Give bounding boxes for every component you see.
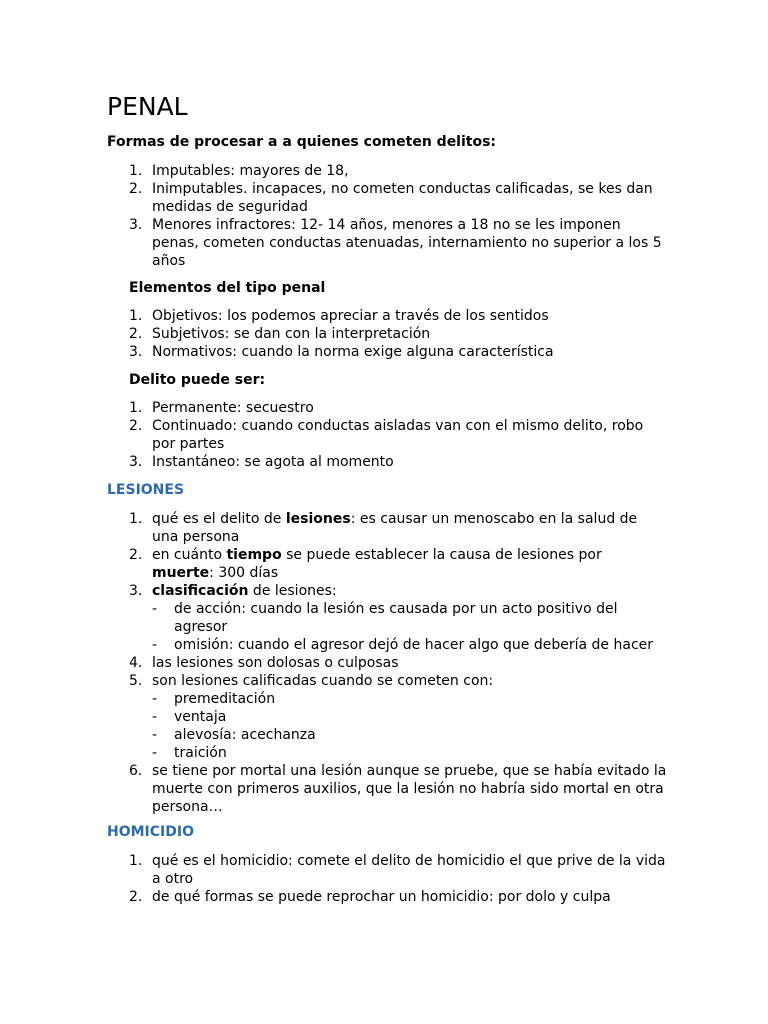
list-number: 2. (129, 889, 143, 905)
elementos-section (107, 279, 667, 361)
lesiones-heading: LESIONES (107, 482, 185, 498)
list-item-text: Permanente: secuestro (152, 400, 314, 416)
list-item (107, 654, 667, 672)
text-run: de lesiones: (248, 583, 337, 599)
formas-heading: Formas de procesar a a quienes cometen delitos: (107, 134, 497, 150)
text-run: : es causar un menoscabo en la salud de una persona (152, 511, 638, 545)
delito-list (107, 399, 667, 471)
list-item (107, 762, 667, 816)
bold-term: tiempo (226, 547, 282, 563)
list-number: 5. (129, 673, 143, 689)
list-number: 1. (129, 511, 143, 527)
list-item (107, 180, 667, 216)
list-item (107, 510, 667, 546)
sub-list-item (152, 744, 667, 762)
list-item (107, 417, 667, 453)
text-run: qué es el delito de (152, 511, 286, 527)
sub-item-text: ventaja (174, 709, 227, 725)
text-run: : 300 días (209, 565, 279, 581)
list-item (107, 325, 667, 343)
list-item-text: las lesiones son dolosas o culposas (152, 655, 399, 671)
sub-list (152, 600, 667, 654)
list-number: 1. (129, 163, 143, 179)
list-item-text: Inimputables. incapaces, no cometen conductas calificadas, se kes dan medidas de seguridad (152, 181, 653, 215)
list-item-text: de qué formas se puede reprochar un homicidio: por dolo y culpa (152, 889, 611, 905)
list-number: 3. (129, 583, 143, 599)
sub-list-item (152, 600, 667, 636)
lesiones-list (107, 510, 667, 816)
list-item (107, 672, 667, 762)
bold-term: clasificación (152, 583, 249, 599)
dash-bullet: - (152, 601, 158, 617)
delito-section (107, 371, 667, 471)
sub-list-item (152, 636, 667, 654)
list-number: 1. (129, 400, 143, 416)
sub-item-text: traición (174, 745, 227, 761)
text-run: en cuánto (152, 547, 227, 563)
list-number: 3. (129, 344, 143, 360)
text-run: se puede establecer la causa de lesiones por (281, 547, 602, 563)
dash-bullet: - (152, 727, 158, 743)
formas-list (107, 162, 667, 270)
elementos-list (107, 307, 667, 361)
sub-list-item (152, 690, 667, 708)
lesiones-section (107, 481, 667, 816)
list-item-text (152, 511, 637, 545)
list-item (107, 888, 667, 906)
list-item-text: son lesiones calificadas cuando se cometen con: (152, 673, 494, 689)
list-number: 1. (129, 853, 143, 869)
list-number: 1. (129, 308, 143, 324)
list-number: 2. (129, 181, 143, 197)
list-number: 4. (129, 655, 143, 671)
homicidio-list (107, 852, 667, 906)
list-number: 6. (129, 763, 143, 779)
list-item (107, 162, 667, 180)
list-item (107, 307, 667, 325)
dash-bullet: - (152, 691, 158, 707)
list-item (107, 343, 667, 361)
list-item-text: Imputables: mayores de 18, (152, 163, 349, 179)
list-item (107, 453, 667, 471)
list-item-text (152, 547, 602, 581)
sub-item-text: premeditación (174, 691, 276, 707)
list-item (107, 582, 667, 654)
bold-term: lesiones (285, 511, 351, 527)
sub-item-text: de acción: cuando la lesión es causada por un acto positivo del agresor (174, 601, 618, 635)
list-item-text: se tiene por mortal una lesión aunque se pruebe, que se había evitado la muerte con primeros auxilios, que la lesión no habría sido mortal en otra persona… (152, 763, 667, 815)
list-item (107, 399, 667, 417)
list-number: 2. (129, 547, 143, 563)
list-item (107, 546, 667, 582)
sub-item-text: omisión: cuando el agresor dejó de hacer algo que debería de hacer (174, 637, 654, 653)
list-item-text: Continuado: cuando conductas aisladas van con el mismo delito, robo por partes (152, 418, 644, 452)
sub-list (152, 690, 667, 762)
elementos-heading: Elementos del tipo penal (129, 280, 326, 296)
dash-bullet: - (152, 709, 158, 725)
document-title: PENAL (107, 92, 188, 121)
list-item-text: Menores infractores: 12- 14 años, menores a 18 no se les imponen penas, cometen conductas atenuadas, internamiento no superior a los 5 años (152, 217, 662, 269)
list-item-text: qué es el homicidio: comete el delito de homicidio el que prive de la vida a otro (152, 853, 666, 887)
sub-item-text: alevosía: acechanza (174, 727, 316, 743)
list-item-text: Instantáneo: se agota al momento (152, 454, 394, 470)
homicidio-section (107, 823, 667, 906)
delito-heading: Delito puede ser: (129, 372, 266, 388)
bold-term: muerte (152, 565, 210, 581)
list-item-text: Normativos: cuando la norma exige alguna característica (152, 344, 554, 360)
formas-section (107, 133, 667, 270)
list-number: 3. (129, 454, 143, 470)
list-item-text: Subjetivos: se dan con la interpretación (152, 326, 431, 342)
list-item-text (152, 583, 337, 599)
list-item (107, 852, 667, 888)
dash-bullet: - (152, 745, 158, 761)
list-item-text: Objetivos: los podemos apreciar a través de los sentidos (152, 308, 549, 324)
list-number: 2. (129, 418, 143, 434)
list-item (107, 216, 667, 270)
homicidio-heading: HOMICIDIO (107, 824, 194, 840)
list-number: 2. (129, 326, 143, 342)
list-number: 3. (129, 217, 143, 233)
sub-list-item (152, 708, 667, 726)
dash-bullet: - (152, 637, 158, 653)
sub-list-item (152, 726, 667, 744)
